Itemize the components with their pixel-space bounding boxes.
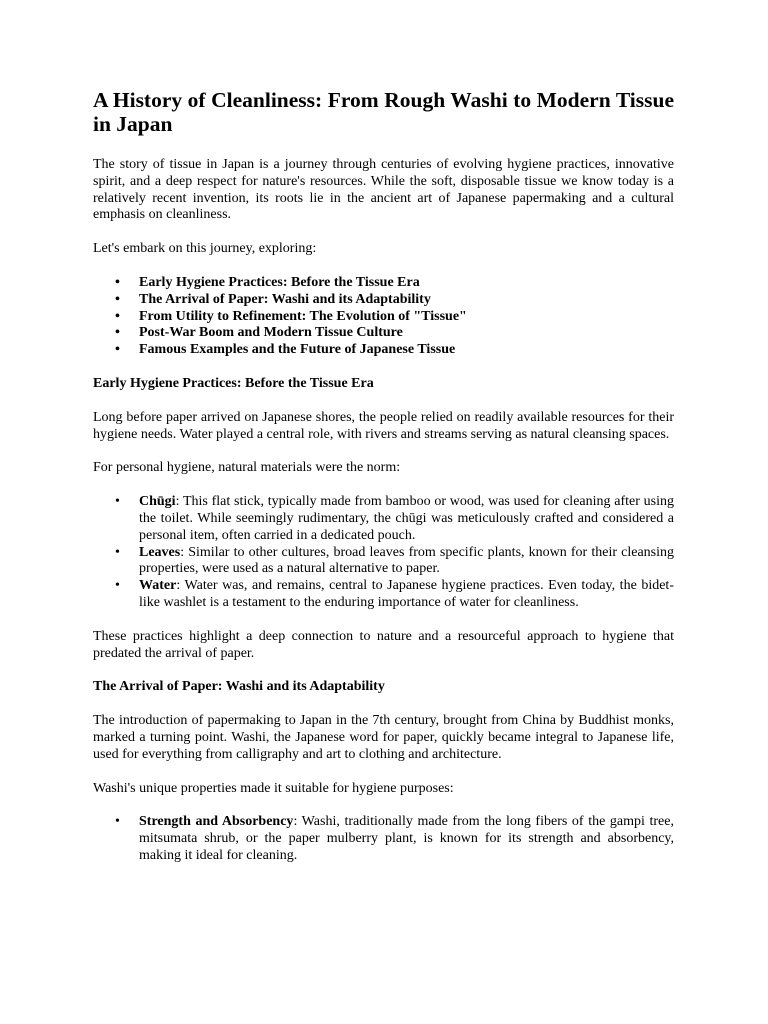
term-description: : Water was, and remains, central to Japanese hygiene practices. Even today, the bidet-like washlet is a testament to the enduring importance of water for cleanliness. [139,578,674,610]
topic-text: From Utility to Refinement: The Evolution of "Tissue" [139,308,467,324]
list-item [93,545,674,579]
bullet-icon: • [115,308,120,324]
topic-text: The Arrival of Paper: Washi and its Adaptability [139,291,431,307]
topic-item [93,309,674,326]
intro-paragraph: The story of tissue in Japan is a journey through centuries of evolving hygiene practices, innovative spirit, and a deep respect for nature's resources. While the soft, disposable tissue we know today is a relatively recent invention, its roots lie in the ancient art of Japanese papermaking and a cultural emphasis on cleanliness. [93,157,674,223]
section-heading-early-hygiene: Early Hygiene Practices: Before the Tissue Era [93,375,374,391]
section-paragraph: Long before paper arrived on Japanese shores, the people relied on readily available resources for their hygiene needs. Water played a central role, with rivers and streams serving as natural cleansing spaces. [93,409,674,442]
term-label: Leaves [139,544,181,560]
topic-text: Post-War Boom and Modern Tissue Culture [139,325,403,341]
term-label: Chūgi [139,494,176,510]
bullet-icon: • [115,291,120,307]
term-description: : This flat stick, typically made from bamboo or wood, was used for cleaning after using the toilet. While seemingly rudimentary, the chūgi was meticulously crafted and considered a personal item, often carried in a dedicated pouch. [139,494,674,543]
topic-item [93,292,674,309]
bullet-icon: • [115,544,120,560]
section-paragraph: These practices highlight a deep connection to nature and a resourceful approach to hygiene that predated the arrival of paper. [93,628,674,661]
section-paragraph: The introduction of papermaking to Japan in the 7th century, brought from China by Buddhist monks, marked a turning point. Washi, the Japanese word for paper, quickly became integral to Japanese life, used for everything from calligraphy and art to clothing and architecture. [93,713,674,762]
bullet-icon: • [115,494,120,510]
topic-item [93,325,674,342]
list-item [93,814,674,864]
bullet-icon: • [115,342,120,358]
section-heading-arrival-of-paper: The Arrival of Paper: Washi and its Adaptability [93,679,385,695]
bullet-icon: • [115,274,120,290]
term-label: Water [139,578,177,594]
hygiene-materials-list [93,494,674,612]
term-description: : Similar to other cultures, broad leaves from specific plants, known for their cleansing properties, were used as a natural alternative to paper. [139,544,674,577]
washi-properties-list [93,814,674,864]
topics-list [93,275,674,359]
term-label: Strength and Absorbency [139,814,294,830]
list-item [93,578,674,612]
topic-text: Famous Examples and the Future of Japanese Tissue [139,342,456,358]
document-title: A History of Cleanliness: From Rough Washi to Modern Tissue in Japan [93,88,674,136]
section-paragraph: Washi's unique properties made it suitable for hygiene purposes: [93,780,454,796]
topic-text: Early Hygiene Practices: Before the Tissue Era [139,274,420,290]
bullet-icon: • [115,325,120,341]
bullet-icon: • [115,814,120,830]
lead-in-paragraph: Let's embark on this journey, exploring: [93,241,317,257]
list-item [93,494,674,544]
topic-item [93,342,674,359]
bullet-icon: • [115,578,120,594]
term-description: : Washi, traditionally made from the long fibers of the gampi tree, mitsumata shrub, or the paper mulberry plant, is known for its strength and absorbency, making it ideal for cleaning. [139,814,674,863]
topic-item [93,275,674,292]
section-paragraph: For personal hygiene, natural materials were the norm: [93,460,401,476]
